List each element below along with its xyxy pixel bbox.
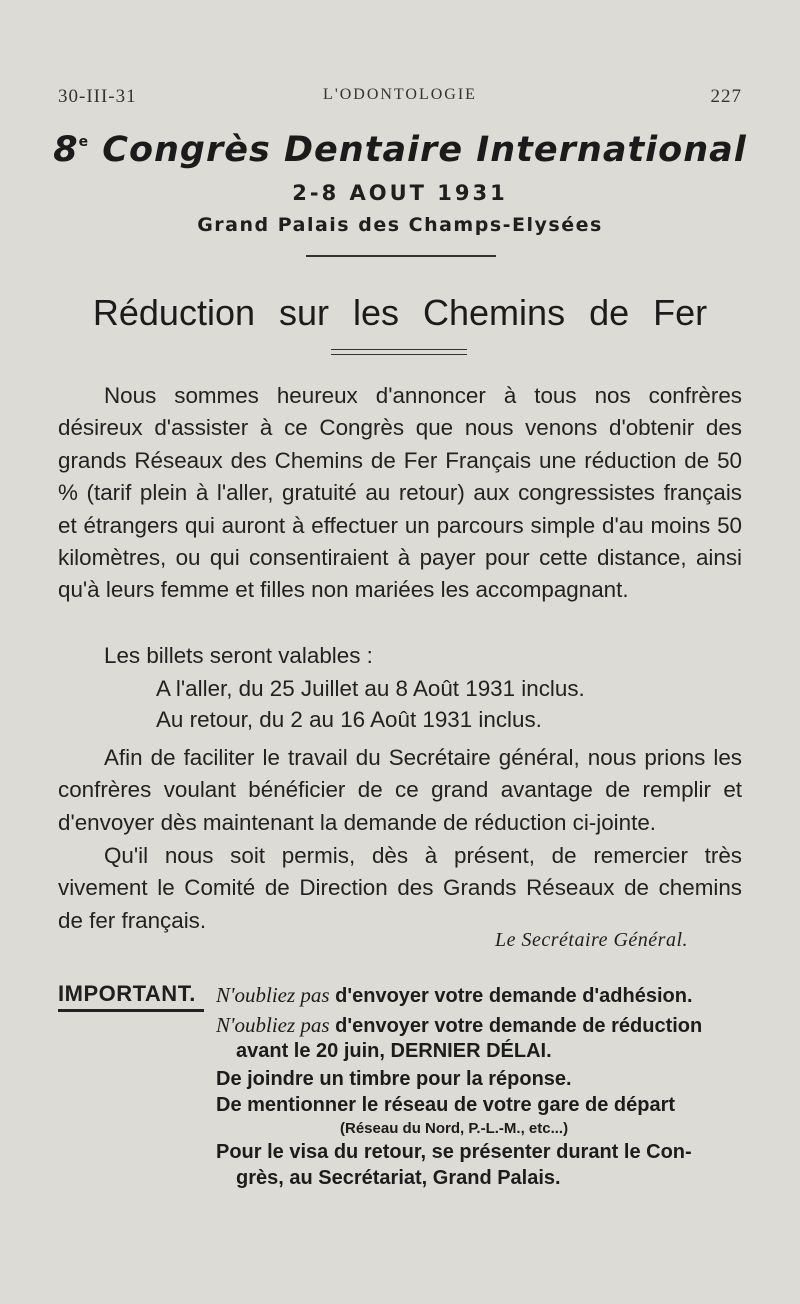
- journal-name: L'ODONTOLOGIE: [323, 86, 477, 103]
- validity-return: Au retour, du 2 au 16 Août 1931 inclus.: [156, 707, 542, 732]
- running-head: [58, 86, 742, 112]
- paragraph-request: Afin de faciliter le travail du Secrétaire général, nous prions les confrères voulant bénéficier de ce grand avantage de remplir et d'envoyer dès maintenant la demande de réduction ci-jointe.: [58, 745, 742, 835]
- divider-rule: [306, 255, 496, 257]
- signature: Le Secrétaire Général.: [495, 929, 688, 951]
- note-bold: d'envoyer votre demande de réduction: [329, 1015, 703, 1037]
- double-rule-top: [331, 349, 467, 350]
- congress-ordinal: 8: [53, 130, 79, 170]
- note-italic: N'oubliez pas: [216, 1013, 330, 1037]
- congress-title: [0, 130, 800, 170]
- congress-name: Congrès Dentaire International: [102, 130, 747, 170]
- important-note-visa-cont: grès, au Secrétariat, Grand Palais.: [236, 1167, 561, 1189]
- paragraph-thanks: Qu'il nous soit permis, dès à présent, de remercier très vivement le Comité de Direction des Grands Réseaux de chemins de fer français.: [58, 843, 742, 933]
- paragraph-tickets: Les billets seront valables :: [104, 643, 373, 668]
- important-note-station-detail: (Réseau du Nord, P.-L.-M., etc...): [340, 1120, 569, 1137]
- important-label: IMPORTANT.: [58, 981, 196, 1006]
- paragraph-announcement: Nous sommes heureux d'annoncer à tous nos confrères désireux d'assister à ce Congrès que nous venons d'obtenir des grands Réseaux des Chemins de Fer Français une réduction de 50 % (tarif plein à l'aller, gratuité au retour) aux congressistes français et étrangers qui auront à effectuer un parcours simple d'au moins 50 kilomètres, ou qui consentiraient à payer pour cette distance, ainsi qu'à leurs femme et filles non mariées les accompagnant.: [58, 383, 742, 603]
- note-bold: d'envoyer votre demande d'adhésion.: [329, 985, 693, 1007]
- validity-outbound: A l'aller, du 25 Juillet au 8 Août 1931 inclus.: [156, 676, 585, 701]
- double-rule-bottom: [331, 354, 467, 355]
- congress-ordinal-sup: e: [78, 134, 90, 150]
- issue-date: 30-III-31: [58, 86, 137, 107]
- important-note-stamp: De joindre un timbre pour la réponse.: [216, 1068, 572, 1090]
- important-note-adhesion: [216, 983, 693, 1008]
- important-underline: [58, 1009, 204, 1012]
- congress-dates: 2-8 AOUT 1931: [292, 181, 508, 205]
- important-note-deadline: avant le 20 juin, DERNIER DÉLAI.: [236, 1040, 552, 1062]
- article-title: Réduction sur les Chemins de Fer: [92, 292, 708, 333]
- important-note-visa: Pour le visa du retour, se présenter durant le Con-: [216, 1141, 692, 1163]
- note-italic: N'oubliez pas: [216, 983, 330, 1007]
- important-note-reduction: [216, 1013, 702, 1038]
- important-note-station: De mentionner le réseau de votre gare de départ: [216, 1094, 676, 1116]
- congress-venue: Grand Palais des Champs-Elysées: [197, 214, 603, 236]
- page-number: 227: [710, 86, 742, 107]
